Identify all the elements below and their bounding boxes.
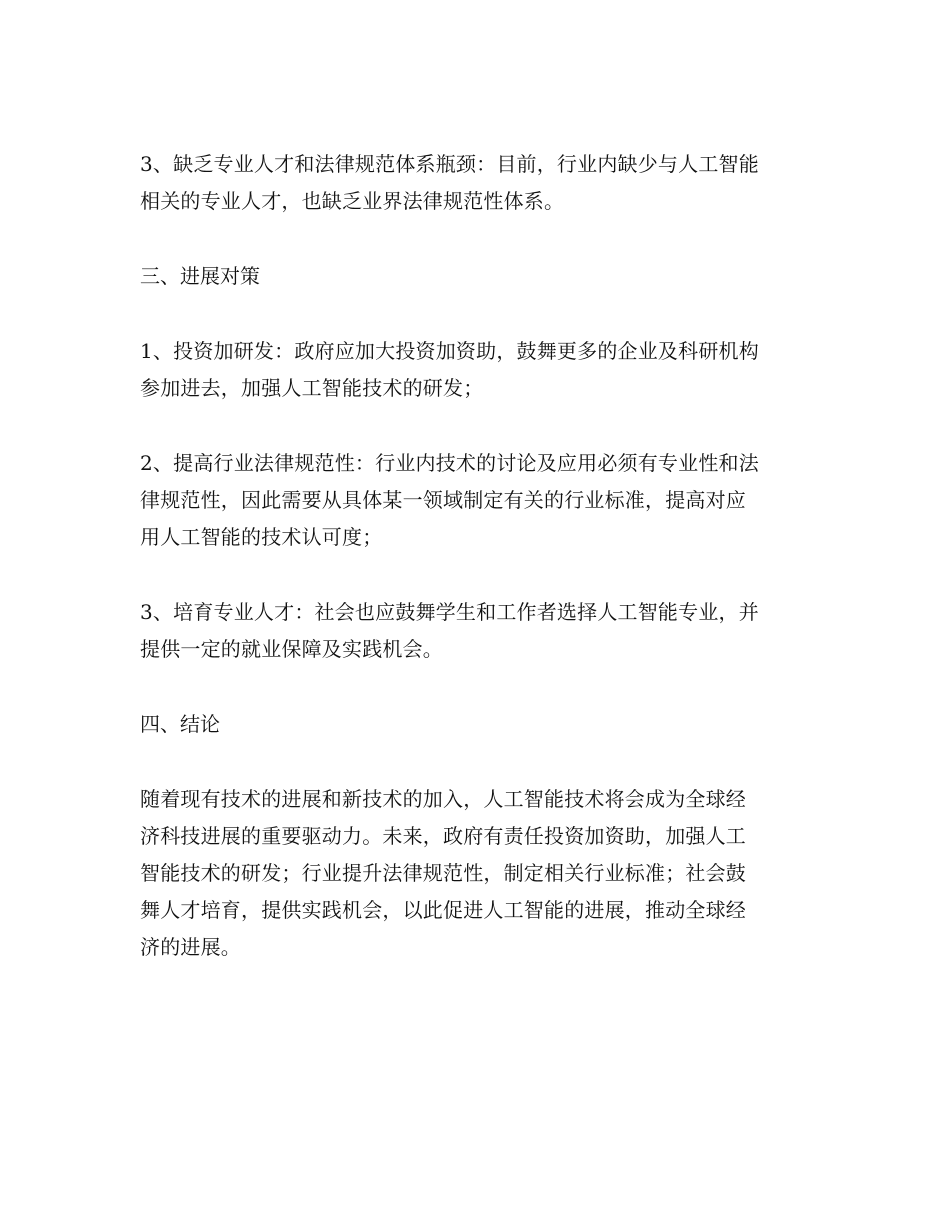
paragraph-legal-standards (140, 445, 810, 556)
text-line: 舞人才培育，提供实践机会，以此促进人工智能的进展，推动全球经 (140, 898, 746, 922)
document-body (140, 146, 810, 1004)
text-line: 3、缺乏专业人才和法律规范体系瓶颈：目前，行业内缺少与人工智能 (140, 152, 759, 176)
paragraph-talent-cultivation (140, 594, 810, 668)
text-line: 参加进去，加强人工智能技术的研发； (140, 376, 484, 400)
paragraph-conclusion (140, 781, 810, 966)
text-line: 2、提高行业法律规范性：行业内技术的讨论及应用必须有专业性和法 (140, 451, 759, 475)
text-line: 1、投资加研发：政府应加大投资加资助，鼓舞更多的企业及科研机构 (140, 339, 759, 363)
text-line: 济科技进展的重要驱动力。未来，政府有责任投资加资助，加强人工 (140, 824, 746, 848)
text-line: 相关的专业人才，也缺乏业界法律规范性体系。 (140, 189, 565, 213)
text-line: 提供一定的就业保障及实践机会。 (140, 637, 443, 661)
text-line: 用人工智能的技术认可度； (140, 525, 383, 549)
paragraph-investment-research (140, 333, 810, 407)
section-heading-countermeasures: 三、进展对策 (140, 264, 260, 288)
text-line: 智能技术的研发；行业提升法律规范性，制定相关行业标准；社会鼓 (140, 861, 746, 885)
text-line: 济的进展。 (140, 935, 241, 959)
text-line: 律规范性，因此需要从具体某一领域制定有关的行业标准，提高对应 (140, 488, 746, 512)
section-heading-conclusion: 四、结论 (140, 712, 220, 736)
text-line: 3、培育专业人才：社会也应鼓舞学生和工作者选择人工智能专业，并 (140, 600, 759, 624)
text-line: 随着现有技术的进展和新技术的加入，人工智能技术将会成为全球经 (140, 787, 746, 811)
paragraph-talent-law-bottleneck (140, 146, 810, 220)
